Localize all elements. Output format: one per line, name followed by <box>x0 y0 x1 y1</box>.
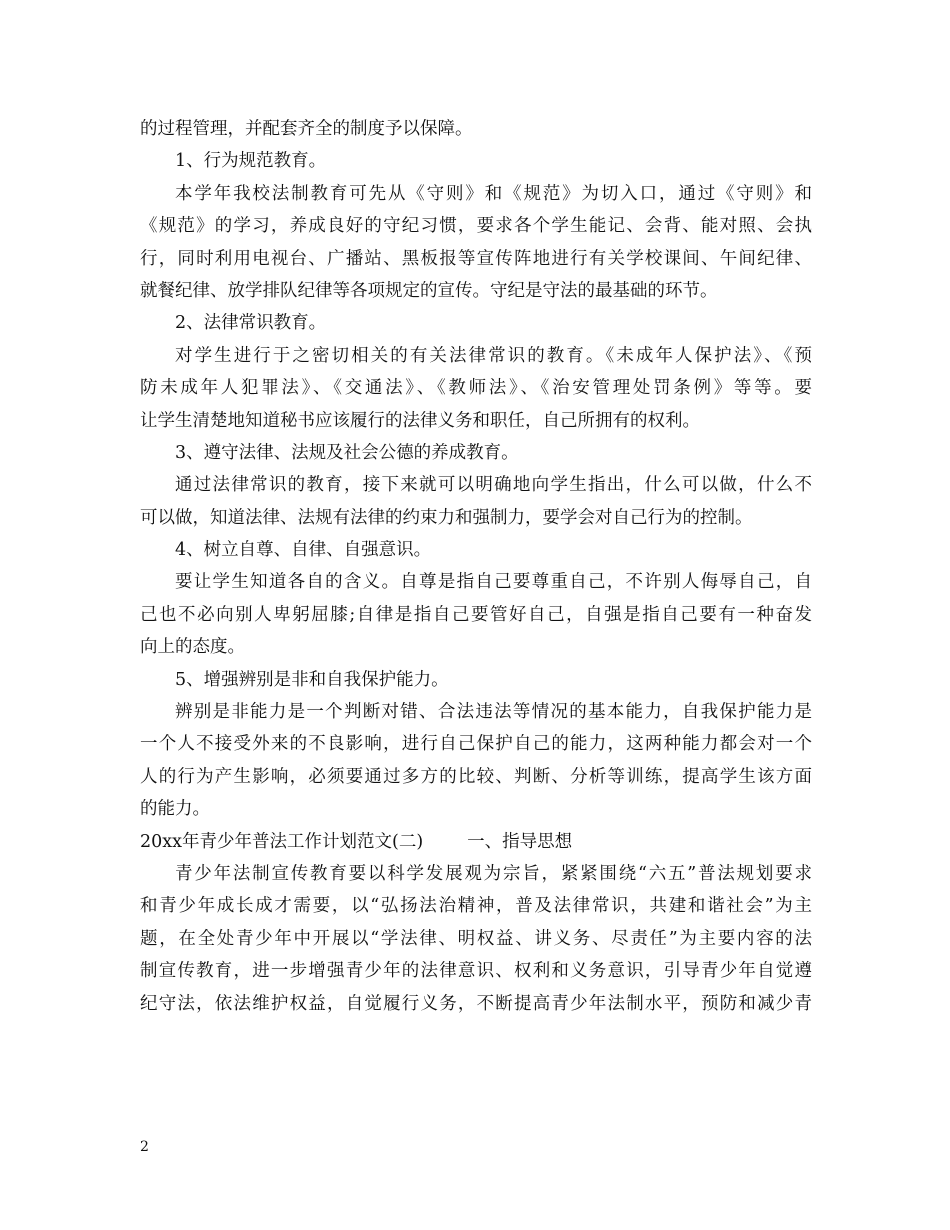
text-line: 4、树立自尊、自律、自强意识。 <box>175 540 432 561</box>
section-heading-subtitle: 一、指导思想 <box>467 831 573 852</box>
paragraphs-before-heading <box>140 113 812 826</box>
text-line: 防未成年人犯罪法》、《交通法》、《教师法》、《治安管理处罚条例》等等。要 <box>140 378 812 399</box>
page-number: 2 <box>140 1139 149 1155</box>
text-line: 《规范》的学习，养成良好的守纪习惯，要求各个学生能记、会背、能对照、会执 <box>140 216 812 237</box>
section-heading-title: 20xx年青少年普法工作计划范文(二) <box>140 831 424 852</box>
section-heading <box>140 826 812 858</box>
text-line: 可以做，知道法律、法规有法律的约束力和强制力，要学会对自己行为的控制。 <box>140 507 753 528</box>
text-line: 1、行为规范教育。 <box>175 151 327 172</box>
text-line: 通过法律常识的教育，接下来就可以明确地向学生指出，什么可以做，什么不 <box>175 475 812 496</box>
text-line: 2、法律常识教育。 <box>175 313 327 334</box>
text-line: 的过程管理，并配套齐全的制度予以保障。 <box>140 119 473 139</box>
text-line: 己也不必向别人卑躬屈膝;自律是指自己要管好自己，自强是指自己要有一种奋发 <box>140 604 812 625</box>
text-line: 和青少年成长成才需要，以“弘扬法治精神，普及法律常识，共建和谐社会”为主 <box>140 896 812 917</box>
text-line: 辨别是非能力是一个判断对错、合法违法等情况的基本能力，自我保护能力是 <box>175 702 812 723</box>
text-line: 就餐纪律、放学排队纪律等各项规定的宣传。守纪是守法的最基础的环节。 <box>140 280 718 301</box>
text-line: 要让学生知道各自的含义。自尊是指自己要尊重自己，不许别人侮辱自己，自 <box>175 572 812 593</box>
text-line: 的能力。 <box>140 799 210 820</box>
text-line: 让学生清楚地知道秘书应该履行的法律义务和职任，自己所拥有的权利。 <box>140 410 700 431</box>
text-line: 人的行为产生影响，必须要通过多方的比较、判断、分析等训练，提高学生该方面 <box>140 766 812 787</box>
text-line: 5、增强辨别是非和自我保护能力。 <box>175 669 449 690</box>
text-line: 行，同时利用电视台、广播站、黑板报等宣传阵地进行有关学校课间、午间纪律、 <box>140 248 812 269</box>
text-line: 纪守法，依法维护权益，自觉履行义务，不断提高青少年法制水平，预防和减少青 <box>140 993 812 1014</box>
text-line: 题，在全处青少年中开展以“学法律、明权益、讲义务、尽责任”为主要内容的法 <box>140 928 812 949</box>
text-line: 对学生进行于之密切相关的有关法律常识的教育。《未成年人保护法》、《预 <box>175 345 812 366</box>
heading-spacer <box>423 826 467 858</box>
document-body <box>140 113 812 1020</box>
paragraphs-after-heading <box>140 858 812 1020</box>
text-line: 向上的态度。 <box>140 637 245 658</box>
text-line: 一个人不接受外来的不良影响，进行自己保护自己的能力，这两种能力都会对一个 <box>140 734 812 755</box>
text-line: 青少年法制宣传教育要以科学发展观为宗旨，紧紧围绕“六五”普法规划要求 <box>175 863 812 884</box>
text-line: 3、遵守法律、法规及社会公德的养成教育。 <box>175 442 519 463</box>
text-line: 本学年我校法制教育可先从《守则》和《规范》为切入口，通过《守则》和 <box>175 183 812 204</box>
text-line: 制宣传教育，进一步增强青少年的法律意识、权利和义务意识，引导青少年自觉遵 <box>140 961 812 982</box>
